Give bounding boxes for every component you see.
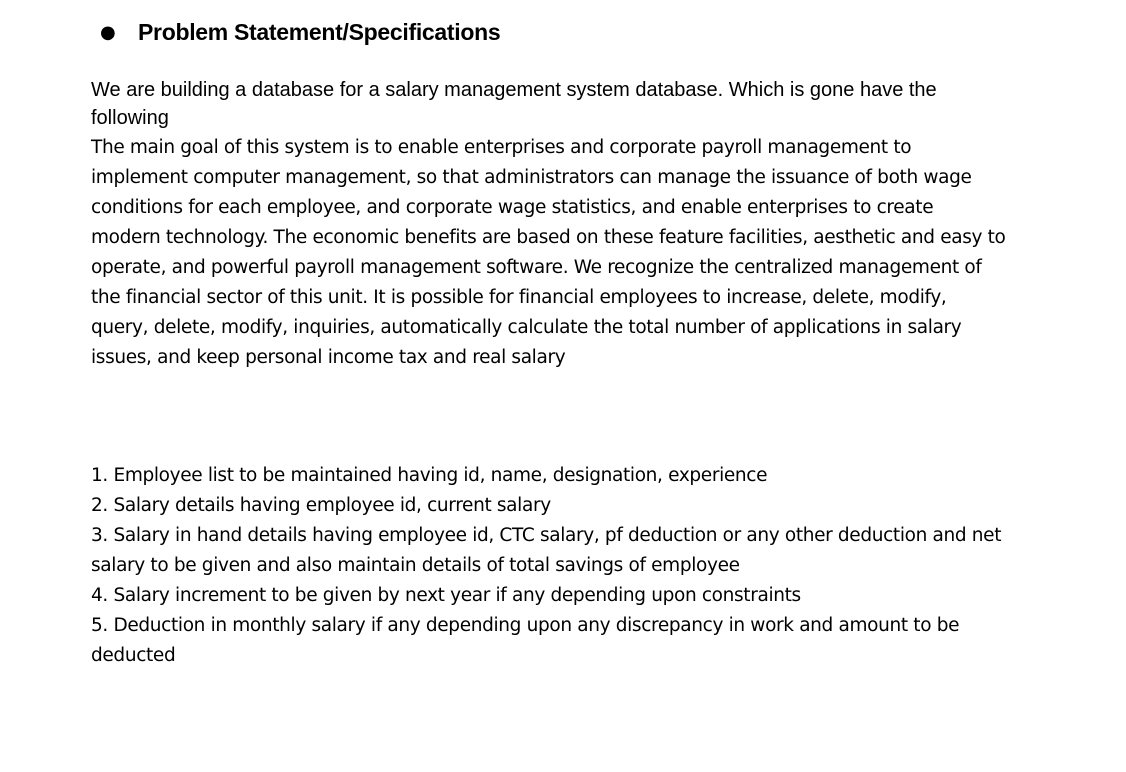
- bullet-icon: ●: [100, 21, 116, 43]
- section-heading: [100, 14, 500, 50]
- list-item: 4. Salary increment to be given by next year if any depending upon constraints: [91, 585, 801, 606]
- page-title: Problem Statement/Specifications: [138, 18, 501, 45]
- list-item: 1. Employee list to be maintained having id, name, designation, experience: [91, 465, 768, 486]
- requirements-list: [91, 461, 1006, 671]
- list-item: 3. Salary in hand details having employee id, CTC salary, pf deduction or any other deduction and net salary to be given and also maintain details of total savings of employee: [91, 525, 1002, 576]
- intro-paragraph: We are building a database for a salary management system database. Which is gone have the following: [91, 79, 937, 129]
- description-paragraph: The main goal of this system is to enable enterprises and corporate payroll management to implement computer management, so that administrators can manage the issuance of both wage conditions for each employee, and corporate wage statistics, and enable enterprises to create modern technology. The economic benefits are based on these feature facilities, aesthetic and easy to operate, and powerful payroll management software. We recognize the centralized management of the financial sector of this unit. It is possible for financial employees to increase, delete, modify, query, delete, modify, inquiries, automatically calculate the total number of applications in salary issues, and keep personal income tax and real salary: [91, 137, 1006, 368]
- list-item: 2. Salary details having employee id, current salary: [91, 495, 551, 516]
- list-item: 5. Deduction in monthly salary if any depending upon any discrepancy in work and amount to be deducted: [91, 615, 960, 666]
